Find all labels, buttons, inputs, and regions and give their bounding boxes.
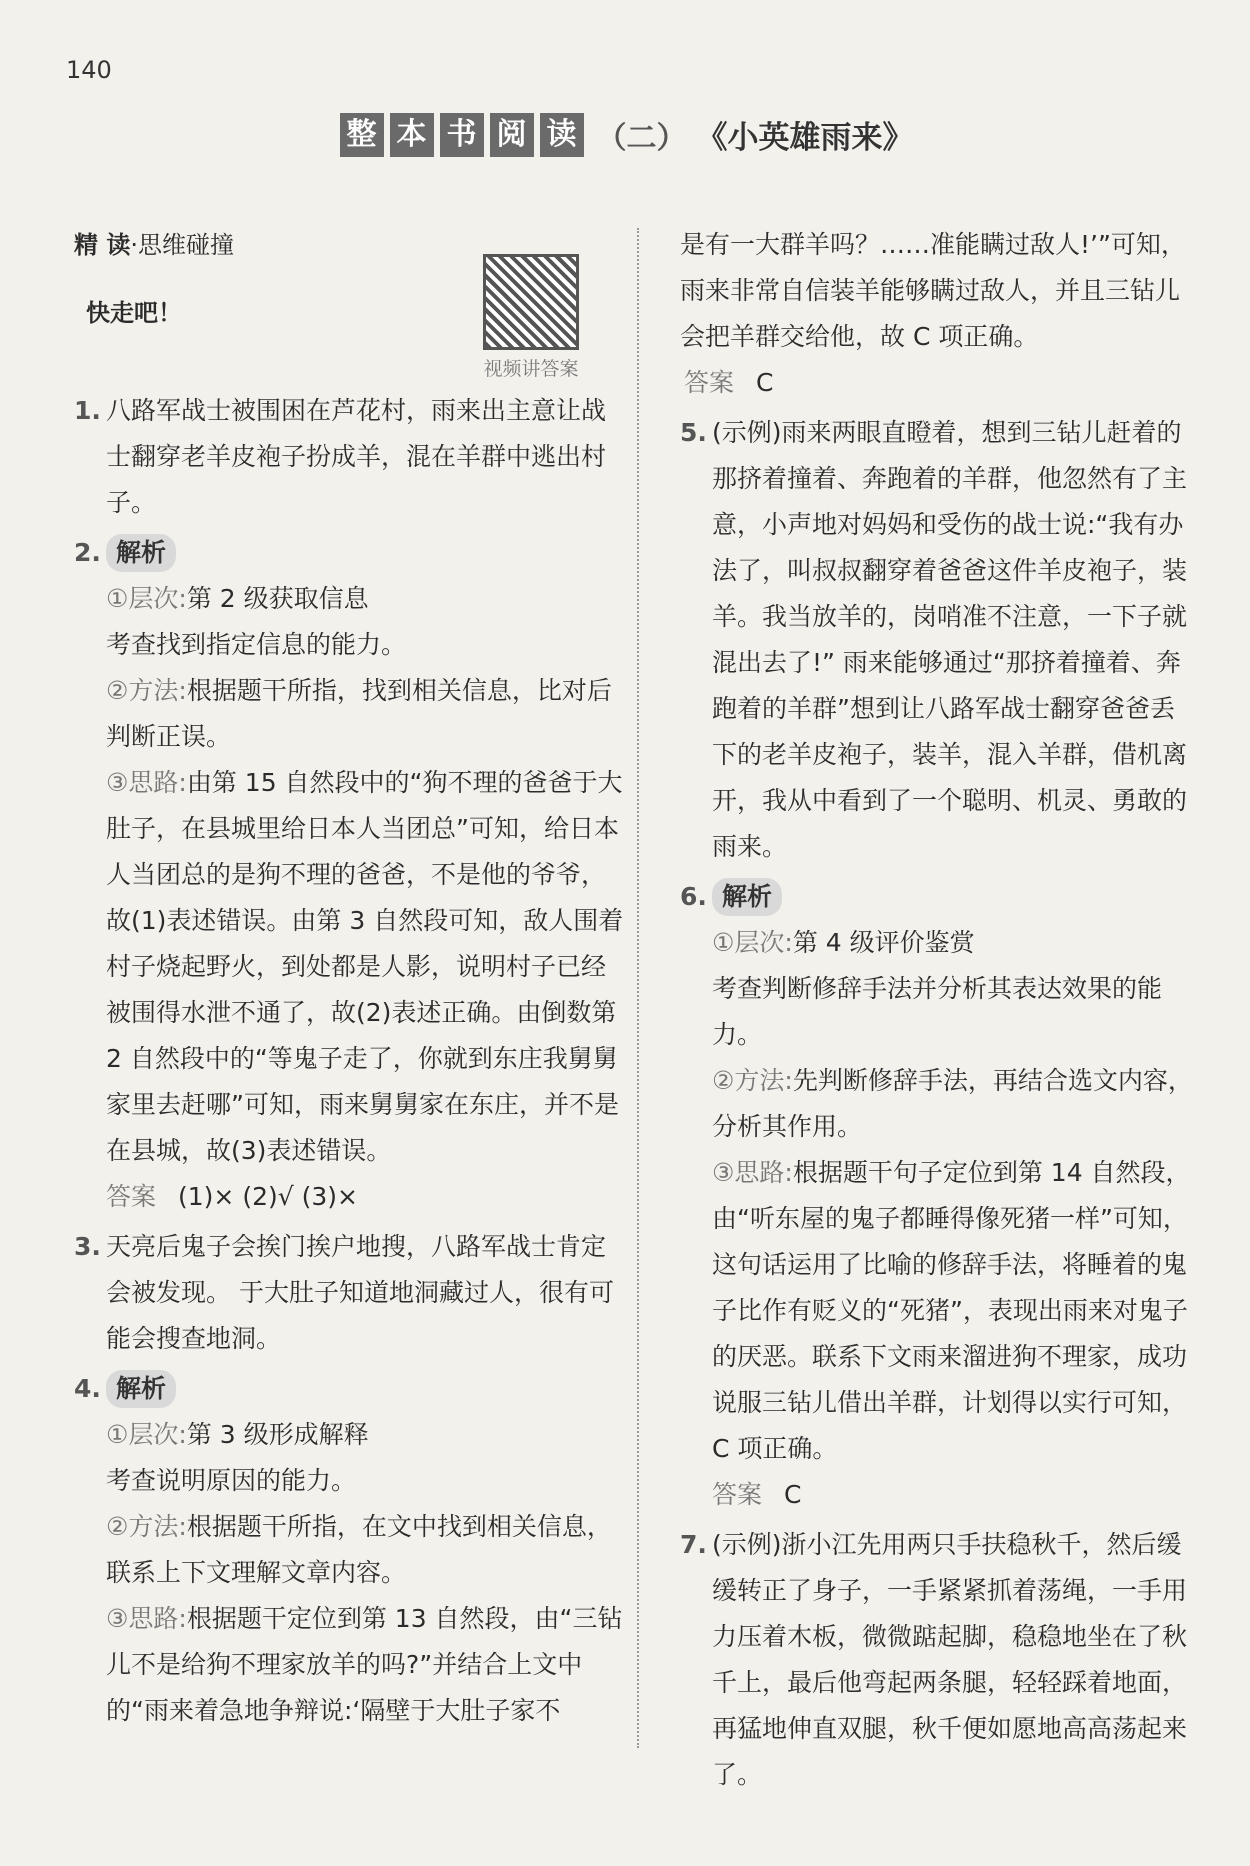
analysis-method: ②方法:根据题干所指，在文中找到相关信息，联系上下文理解文章内容。 bbox=[106, 1512, 612, 1587]
question-2 bbox=[74, 530, 624, 576]
question-number: 7. bbox=[680, 1530, 707, 1559]
section-heading bbox=[74, 222, 624, 268]
question-number: 5. bbox=[680, 418, 707, 447]
analysis-reasoning: ③思路:根据题干定位到第 13 自然段，由“三钻儿不是给狗不理家放羊的吗?”并结合上文中的“雨来着急地争辩说:‘隔壁于大肚子家不 bbox=[106, 1604, 623, 1725]
analysis-ability: 考查判断修辞手法并分析其表达效果的能力。 bbox=[712, 974, 1163, 1049]
question-number: 1. bbox=[74, 396, 101, 425]
question-7 bbox=[680, 1522, 1196, 1798]
question-number: 6. bbox=[680, 882, 707, 911]
answer-text: (示例)浙小江先用两只手扶稳秋千，然后缓缓转正了身子，一手紧紧抓着荡绳，一手用力压着木板，微微踮起脚，稳稳地坐在了秋千上，最后他弯起两条腿，轻轻踩着地面，再猛地伸直双腿，秋千便如愿地高高荡起来了。 bbox=[712, 1530, 1188, 1789]
analysis-tag: 解析 bbox=[106, 534, 176, 572]
title-char: 阅 bbox=[490, 113, 534, 157]
right-column bbox=[680, 222, 1196, 1798]
section-heading-dot: · bbox=[130, 231, 138, 259]
analysis-reasoning: ③思路:由第 15 自然段中的“狗不理的爸爸于大肚子，在县城里给日本人当团总”可知，给日本人当团总的是狗不理的爸爸，不是他的爷爷，故(1)表述错误。由第 3 自然段可知，敌人围着村子烧起野火，到处都是人影，说明村子已经被围得水泄不通了，故(2)表述正确。由倒数第 2 自然段中的“等鬼子走了，你就到东庄我舅舅家里去赶哪”可知，雨来舅舅家在东庄，并不是在县城，故(3)表述错误。 bbox=[106, 768, 624, 1165]
analysis-level: ①层次:第 2 级获取信息 bbox=[106, 584, 369, 613]
analysis-reasoning: ③思路:根据题干句子定位到第 14 自然段，由“听东屋的鬼子都睡得像死猪一样”可知，这句话运用了比喻的修辞手法，将睡着的鬼子比作有贬义的“死猪”，表现出雨来对鬼子的厌恶。联系下文雨来溜进狗不理家，成功说服三钻儿借出羊群，计划得以实行可知，C 项正确。 bbox=[712, 1158, 1191, 1463]
question-number: 4. bbox=[74, 1374, 101, 1403]
column-divider bbox=[637, 228, 639, 1748]
question-6 bbox=[680, 874, 1196, 920]
continued-reasoning: 是有一大群羊吗？……准能瞒过敌人!’”可知，雨来非常自信装羊能够瞒过敌人，并且三钻儿会把羊群交给他，故 C 项正确。 bbox=[680, 230, 1186, 351]
question-number: 3. bbox=[74, 1232, 101, 1261]
analysis-method: ②方法:根据题干所指，找到相关信息，比对后判断正误。 bbox=[106, 676, 612, 751]
answer-text: (示例)雨来两眼直瞪着，想到三钻儿赶着的那挤着撞着、奔跑着的羊群，他忽然有了主意，小声地对妈妈和受伤的战士说:“我有办法了，叫叔叔翻穿着爸爸这件羊皮袍子，装羊。我当放羊的，岗哨准不注意，一下子就混出去了!” 雨来能够通过“那挤着撞着、奔跑着的羊群”想到让八路军战士翻穿爸爸丢下的老羊皮袍子，装羊，混入羊群，借机离开，我从中看到了一个聪明、机灵、勇敢的雨来。 bbox=[712, 418, 1188, 861]
analysis-ability: 考查说明原因的能力。 bbox=[106, 1466, 357, 1495]
answer-text: 八路军战士被围困在芦花村，雨来出主意让战士翻穿老羊皮袍子扮成羊，混在羊群中逃出村子。 bbox=[106, 396, 607, 517]
answer-text: 天亮后鬼子会挨门挨户地搜，八路军战士肯定会被发现。 于大肚子知道地洞藏过人，很有可能会搜查地洞。 bbox=[106, 1232, 614, 1353]
page-number: 140 bbox=[66, 56, 112, 84]
answer-line: 答案 C bbox=[712, 1480, 802, 1509]
reading-title: 快走吧！ bbox=[86, 299, 182, 327]
answer-line: 答案 C bbox=[684, 368, 774, 397]
title-part: （二） bbox=[596, 120, 687, 156]
question-5 bbox=[680, 410, 1196, 870]
analysis-tag: 解析 bbox=[712, 878, 782, 916]
title-char: 本 bbox=[390, 113, 434, 157]
title-book-name: 《小英雄雨来》 bbox=[696, 120, 914, 156]
section-heading-main: 精 读 bbox=[74, 231, 131, 259]
title-char: 书 bbox=[440, 113, 484, 157]
title-char: 整 bbox=[340, 113, 384, 157]
analysis-method: ②方法:先判断修辞手法，再结合选文内容，分析其作用。 bbox=[712, 1066, 1193, 1141]
question-3 bbox=[74, 1224, 624, 1362]
analysis-level: ①层次:第 4 级评价鉴赏 bbox=[712, 928, 975, 957]
qr-code-label: 视频讲答案 bbox=[483, 358, 579, 380]
title-char: 读 bbox=[540, 113, 584, 157]
question-4 bbox=[74, 1366, 624, 1412]
section-heading-sub: 思维碰撞 bbox=[138, 231, 234, 259]
question-1 bbox=[74, 388, 624, 526]
page-title bbox=[0, 112, 1250, 157]
analysis-ability: 考查找到指定信息的能力。 bbox=[106, 630, 407, 659]
answer-line: 答案 (1)× (2)√ (3)× bbox=[106, 1182, 358, 1211]
left-column bbox=[74, 222, 624, 1734]
analysis-tag: 解析 bbox=[106, 1370, 176, 1408]
analysis-level: ①层次:第 3 级形成解释 bbox=[106, 1420, 369, 1449]
question-number: 2. bbox=[74, 538, 101, 567]
